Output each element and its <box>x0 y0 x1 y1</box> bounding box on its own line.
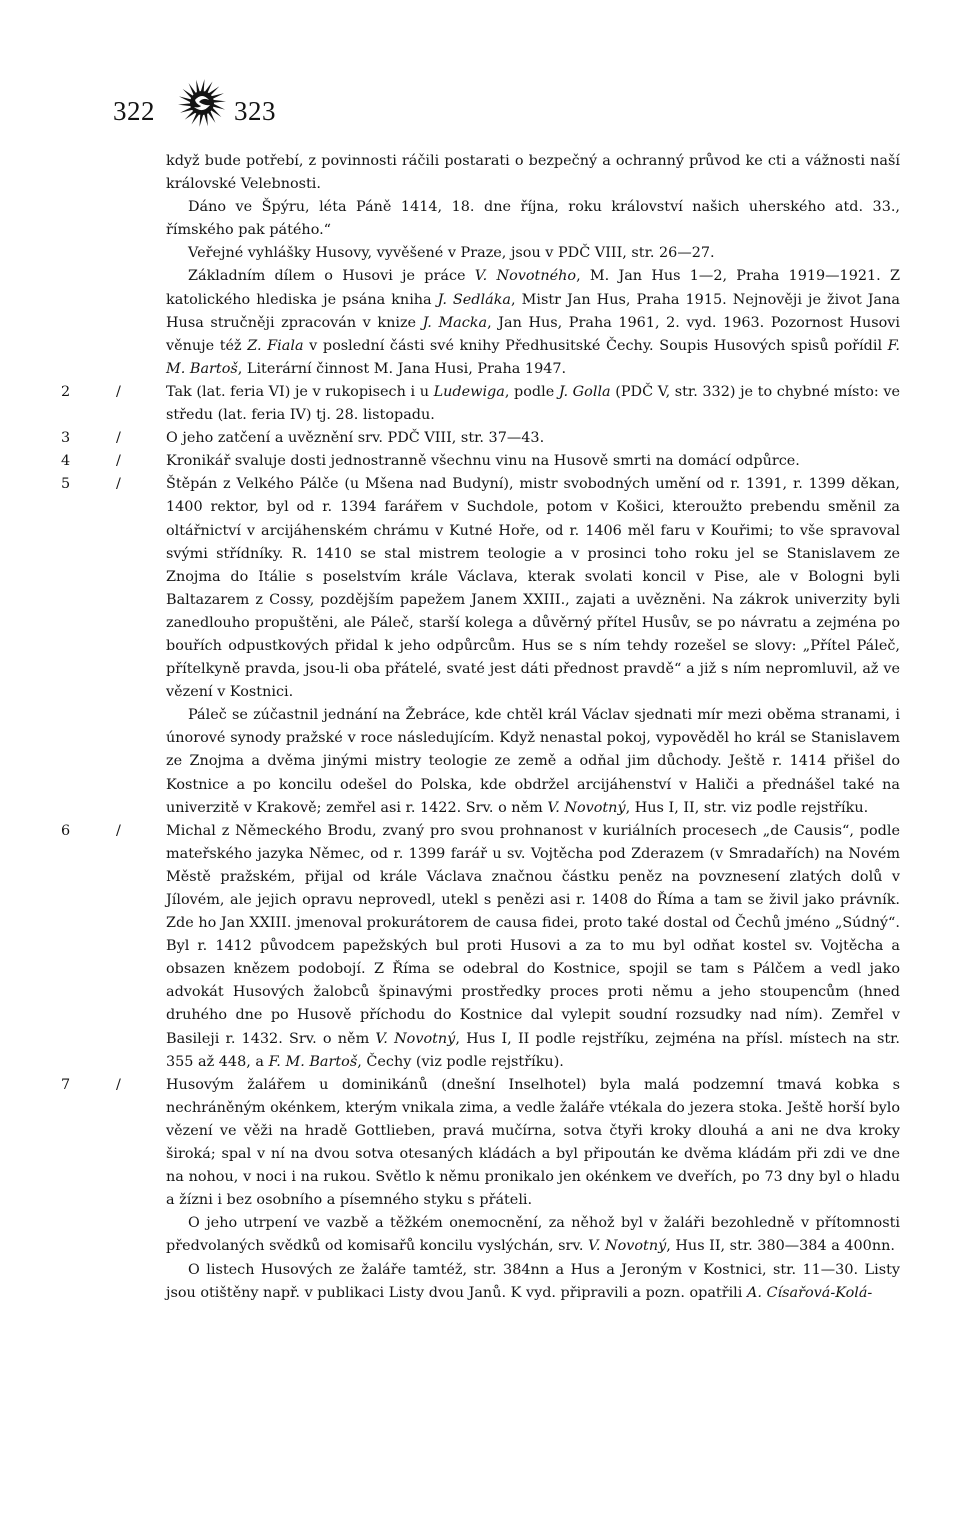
footnote-separator: / <box>116 1076 121 1093</box>
footnote-text: O jeho zatčení a uvěznění srv. PDČ VIII, str. 37—43. <box>166 430 545 447</box>
footnote-separator: / <box>116 430 121 447</box>
footnote-text: Tak (lat. feria VI) je v rukopisech i u Ludewiga, podle J. Golla (PDČ V, str. 332) je to chybné místo: ve středu (lat. feria IV) tj. 28. listopadu. <box>166 383 900 424</box>
footnote-number: 6 <box>61 822 71 839</box>
footnote-separator: / <box>116 476 121 493</box>
footnote-text: Kronikář svaluje dosti jednostranně všechnu vinu na Husově smrti na domácí odpůrce. <box>166 453 800 470</box>
footnote-6 <box>61 820 900 1074</box>
footnote-5 <box>61 473 900 819</box>
footnote-separator: / <box>116 822 121 839</box>
footnote-number: 4 <box>61 453 71 470</box>
footnote-7 <box>61 1074 900 1305</box>
footnote-text: O listech Husových ze žaláře tamtéž, str. 384nn a Hus a Jeroným v Kostnici, str. 11—30. Listy jsou otištěny např. v publikaci Listy dvou Janů. K vyd. připravili a pozn. opatřili A. Císařová-Kolá- <box>166 1261 900 1301</box>
ornament-ray <box>179 96 192 103</box>
footnote-3 <box>61 427 900 450</box>
sun-ornament-icon <box>177 78 227 128</box>
ornament-ray <box>204 81 213 93</box>
ornament-core <box>190 91 214 115</box>
footnote-number: 5 <box>61 476 71 493</box>
intro-paragraph: Dáno ve Špýru, léta Páně 1414, 18. dne října, roku království našich uherského atd. 33., římského pak pátého.“ <box>166 199 900 239</box>
footnote-2 <box>61 381 900 427</box>
footnote-text: Michal z Německého Brodu, zvaný pro svou prohnanost v kuriálních procesech „de Causis“, podle mateřského jazyka Němec, od r. 1399 farář u sv. Vojtěcha pod Zderazem (v Smradařích) na Novém Městě pražském, přijal od krále Václava značnou částku peněz na povznesení zlatých dolů v Jílovém, ale jejich opravu neprovedl, utekl s penězi asi r. 1408 do Říma a tam se živil jako právník. Zde ho Jan XXIII. jmenoval prokurátorem de causa fidei, proto také dostal od Čechů jméno „Súdný“. Byl r. 1412 původcem papežských bul proti Husovi a za to mu byl odňat kostel sv. Vojtěcha a obsazen knězem podobojí. Z Říma se odebral do Kostnice, spojil se tam s Pálčem a vedl jako advokát Husových žalobců špinavými prostředky proces proti němu a jeho stoupencům (hned druhého dne po Husově příchodu do Kostnice dal vylepit soudní rozsudky nad ním). Zemřel v Basileji r. 1432. Srv. o něm V. Novotný, Hus I, II podle rejstříku, zejména na přísl. místech na str. 355 až 448, a F. M. Bartoš, Čechy (viz podle rejstříku). <box>166 822 900 1070</box>
literature-paragraph: Základním dílem o Husovi je práce V. Novotného, M. Jan Hus 1—2, Praha 1919—1921. Z katolického hlediska je psána kniha J. Sedláka, Mistr Jan Hus, Praha 1915. Nejnověji je život Jana Husa stručněji zpracován v knize J. Macka, Jan Hus, Praha 1961, 2. vyd. 1963. Pozornost Husovi věnuje též Z. Fiala v poslední části své knihy Předhusitské Čechy. Soupis Husových spisů pořídil F. M. Bartoš, Literární činnost M. Jana Husi, Praha 1947. <box>166 268 901 377</box>
page-number-right: 323 <box>234 96 276 126</box>
intro-paragraph: když bude potřebí, z povinnosti ráčili postarati o bezpečný a ochranný průvod ke cti a vážnosti naší královské Velebnosti. <box>166 153 900 193</box>
document-body <box>61 150 901 1305</box>
ornament-ray <box>212 103 225 110</box>
footnote-number: 2 <box>61 383 71 400</box>
footnote-separator: / <box>116 383 121 400</box>
footnote-text: Husovým žalářem u dominikánů (dnešní Inselhotel) byla malá podzemní tmavá kobka s nechráněným okénkem, kterým vnikala zima, a vedle žaláře vtékala do jezera stoka. Ještě horší bylo vězení ve věži na hradě Gottlieben, pravá mučírna, sotva čtyři kroky dlouhá a ani ne dva kroky široká; spal v ní na dvou sotva otesaných kládách a byl připoután ke dvěma kládám při zdi ve dne na nohou, v noci i na rukou. Světlo k němu pronikalo jen okénkem ve dveřích, po 73 dny byl o hladu a žízni i bez osobního a písemného styku s přáteli. <box>166 1076 900 1209</box>
page-number-left: 322 <box>113 96 155 126</box>
footnote-text: O jeho utrpení ve vazbě a těžkém onemocnění, za něhož byl v žaláři bezohledně v přítomnosti předvolaných svědků od komisařů koncilu vyslýchán, srv. V. Novotný, Hus II, str. 380—384 a 400nn. <box>166 1215 900 1255</box>
intro-paragraph: Veřejné vyhlášky Husovy, vyvěšené v Praze, jsou v PDČ VIII, str. 26—27. <box>188 245 715 262</box>
footnote-number: 7 <box>61 1076 71 1093</box>
ornament-ray <box>191 113 200 125</box>
footnote-4 <box>61 450 900 473</box>
footnote-separator: / <box>116 453 121 470</box>
footnote-number: 3 <box>61 430 71 447</box>
footnote-text: Štěpán z Velkého Pálče (u Mšena nad Budyní), mistr svobodných umění od r. 1391, r. 1399 děkan, 1400 rektor, byl od r. 1394 farářem v Suchdole, potom v Košici, kteroužto prebendu směnil za oltářnictví v arcijáhenském chrámu v Kutné Hoře, od r. 1406 měl faru v Kouřimi; to vše spravoval svými střídníky. R. 1410 se stal mistrem teologie a v prosinci toho roku jel se Stanislavem ze Znojma do Itálie s poselstvím krále Václava, kterak svolati koncil v Pise, ale v Bologni byli Baltazarem z Cossy, pozdějším papežem Janem XXIII., zajati a uvězněni. Na zákrok univerzity byli zanedlouho propuštěni, ale Páleč, starší kolega a důvěrný přítel Husův, se po návratu a zejména po bouřích odpustkových přidal k jeho odpůrcům. Hus se s ním tehdy rozešel se slovy: „Přítel Páleč, přítelkyně pravda, jsou-li oba přátelé, svaté jest dáti přednost pravdě“ a již s ním nepromluvil, až ve vězení v Kostnici. <box>166 476 900 701</box>
footnote-text: Páleč se zúčastnil jednání na Žebráce, kde chtěl král Václav sjednati mír mezi oběma stranami, i únorové synody pražské v roce následujícím. Když nenastal pokoj, vypověděl ho král se Stanislavem ze Znojma a dvěma jinými mistry teologie ze země a odňal jim důchody. Ještě r. 1414 přišel do Kostnice a po koncilu odešel do Polska, kde obdržel arcijáhenství v Haliči a přednášel také na univerzitě v Krakově; zemřel asi r. 1422. Srv. o něm V. Novotný, Hus I, II, str. viz podle rejstříku. <box>166 707 900 816</box>
